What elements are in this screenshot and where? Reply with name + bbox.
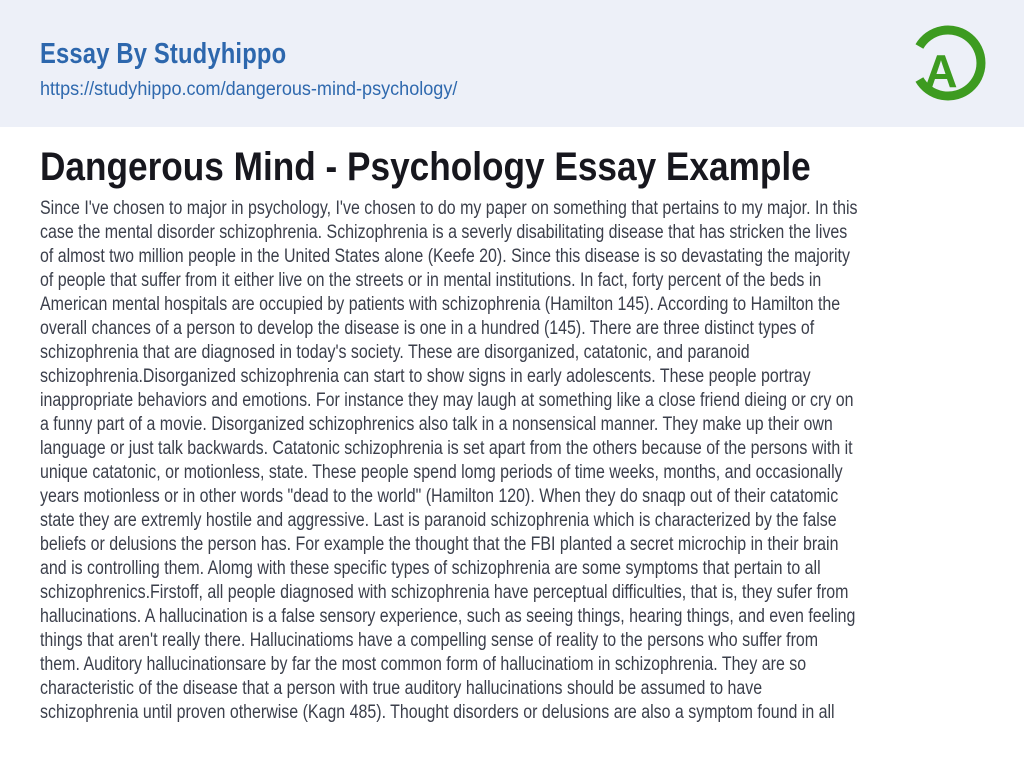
logo-letter: A <box>924 45 958 97</box>
essay-text-line: inappropriate behaviors and emotions. For instance they may laugh at something like a close friend dieing or cry on <box>40 390 854 411</box>
essay-text-line: overall chances of a person to develop the disease is one in a hundred (145). There are three distinct types of <box>40 318 815 339</box>
source-url-link[interactable]: https://studyhippo.com/dangerous-mind-psychology/ <box>40 79 458 100</box>
essay-body <box>40 197 984 725</box>
essay-text-line: them. Auditory hallucinationsare by far the most common form of hallucinatiom in schizophrenia. They are so <box>40 654 807 675</box>
page-header <box>0 0 1024 127</box>
essay-text-line: case the mental disorder schizophrenia. Schizophrenia is a severly disabilitating disease that has stricken the lives <box>40 222 848 243</box>
essay-text-line: Since I've chosen to major in psychology, I've chosen to do my paper on something that pertains to my major. In this <box>40 198 858 219</box>
essay-text-line: schizophrenia that are diagnosed in today's society. These are disorganized, catatonic, and paranoid <box>40 342 750 363</box>
page-title: Dangerous Mind - Psychology Essay Example <box>40 145 811 189</box>
essay-text-line: a funny part of a movie. Disorganized schizophrenics also talk in a nonsensical manner. They make up their own <box>40 414 833 435</box>
essay-content <box>0 143 1024 725</box>
essay-text-line: schizophrenia until proven otherwise (Kagn 485). Thought disorders or delusions are also a symptom found in all <box>40 702 835 723</box>
essay-text-line: schizophrenia.Disorganized schizophrenia can start to show signs in early adolescents. These people portray <box>40 366 811 387</box>
essay-text-line: characteristic of the disease that a person with true auditory hallucinations should be assumed to have <box>40 678 763 699</box>
essay-text-line: beliefs or delusions the person has. For example the thought that the FBI planted a secret microchip in their brain <box>40 534 839 555</box>
site-label: Essay By Studyhippo <box>40 38 287 70</box>
essay-text-line: language or just talk backwards. Catatonic schizophrenia is set apart from the others because of the persons with it <box>40 438 853 459</box>
essay-text-line: American mental hospitals are occupied by patients with schizophrenia (Hamilton 145). According to Hamilton the <box>40 294 841 315</box>
essay-text-line: unique catatonic, or motionless, state. These people spend lomg periods of time weeks, months, and occasionally <box>40 462 843 483</box>
essay-text-line: state they are extremly hostile and aggressive. Last is paranoid schizophrenia which is characterized by the false <box>40 510 837 531</box>
essay-text-line: of almost two million people in the United States alone (Keefe 20). Since this disease is so devastating the majority <box>40 246 850 267</box>
essay-text-line: schizophrenics.Firstoff, all people diagnosed with schizophrenia have perceptual difficulties, that is, they sufer from <box>40 582 849 603</box>
essay-text-line: of people that suffer from it either live on the streets or in mental institutions. In fact, forty percent of the beds in <box>40 270 822 291</box>
essay-text-line: years motionless or in other words "dead to the world" (Hamilton 120). When they do snaqp out of their catatomic <box>40 486 839 507</box>
studyhippo-logo <box>906 18 990 106</box>
essay-text-line: hallucinations. A hallucination is a false sensory experience, such as seeing things, hearing things, and even feeling <box>40 606 856 627</box>
essay-text-line: and is controlling them. Alomg with these specific types of schizophrenia are some symptoms that pertain to all <box>40 558 821 579</box>
essay-text-line: things that aren't really there. Hallucinatioms have a compelling sense of reality to the persons who suffer from <box>40 630 819 651</box>
